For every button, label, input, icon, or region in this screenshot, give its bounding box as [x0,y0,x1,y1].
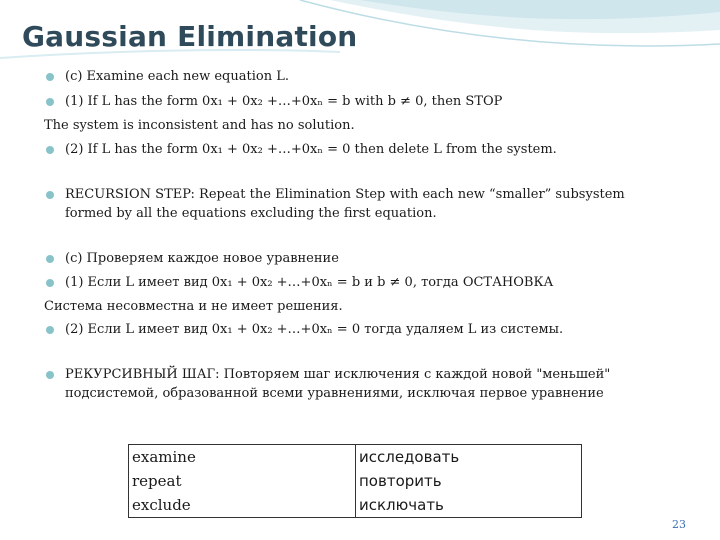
glossary-en-word: examine [132,448,196,466]
en-step-c: (c) Examine each new equation L. [65,69,289,84]
ru-case-1: (1) Если L имеет вид 0x₁ + 0x₂ +…+0xₙ = b и b ≠ 0, тогда ОСТАНОВКА [65,275,554,290]
bullet-icon [46,326,54,334]
bullet-icon [46,191,54,199]
ru-case-2: (2) Если L имеет вид 0x₁ + 0x₂ +…+0xₙ = 0 тогда удаляем L из системы. [65,322,564,337]
bullet-icon [46,371,54,379]
glossary-ru-cell [356,445,582,518]
glossary-table [128,444,582,518]
glossary-en-word: exclude [132,496,191,514]
glossary-en-cell [129,445,356,518]
bullet-icon [46,255,54,263]
ru-inconsistent-line: Система несовместна и не имеет решения. [44,299,343,314]
glossary-ru-word: исследовать [359,448,460,466]
en-inconsistent-line: The system is inconsistent and has no solution. [44,118,355,133]
ru-recursion-step-cont: подсистемой, образованной всеми уравнениями, исключая первое уравнение [65,386,604,401]
en-case-1: (1) If L has the form 0x₁ + 0x₂ +…+0xₙ = b with b ≠ 0, then STOP [65,94,503,109]
en-recursion-step: RECURSION STEP: Repeat the Elimination Step with each new “smaller” subsystem [65,187,625,202]
glossary-en-word: repeat [132,472,182,490]
en-recursion-step-cont: formed by all the equations excluding the first equation. [65,206,437,221]
en-case-2: (2) If L has the form 0x₁ + 0x₂ +…+0xₙ = 0 then delete L from the system. [65,142,557,157]
bullet-icon [46,73,54,81]
glossary-ru-word: исключать [359,496,444,514]
ru-recursion-step: РЕКУРСИВНЫЙ ШАГ: Повторяем шаг исключения с каждой новой "меньшей" [65,367,611,382]
page-number: 23 [672,518,686,531]
page-title: Gaussian Elimination [22,20,358,53]
bullet-icon [46,98,54,106]
ru-step-c: (c) Проверяем каждое новое уравнение [65,251,339,266]
bullet-icon [46,279,54,287]
bullet-icon [46,146,54,154]
glossary-ru-word: повторить [359,472,442,490]
